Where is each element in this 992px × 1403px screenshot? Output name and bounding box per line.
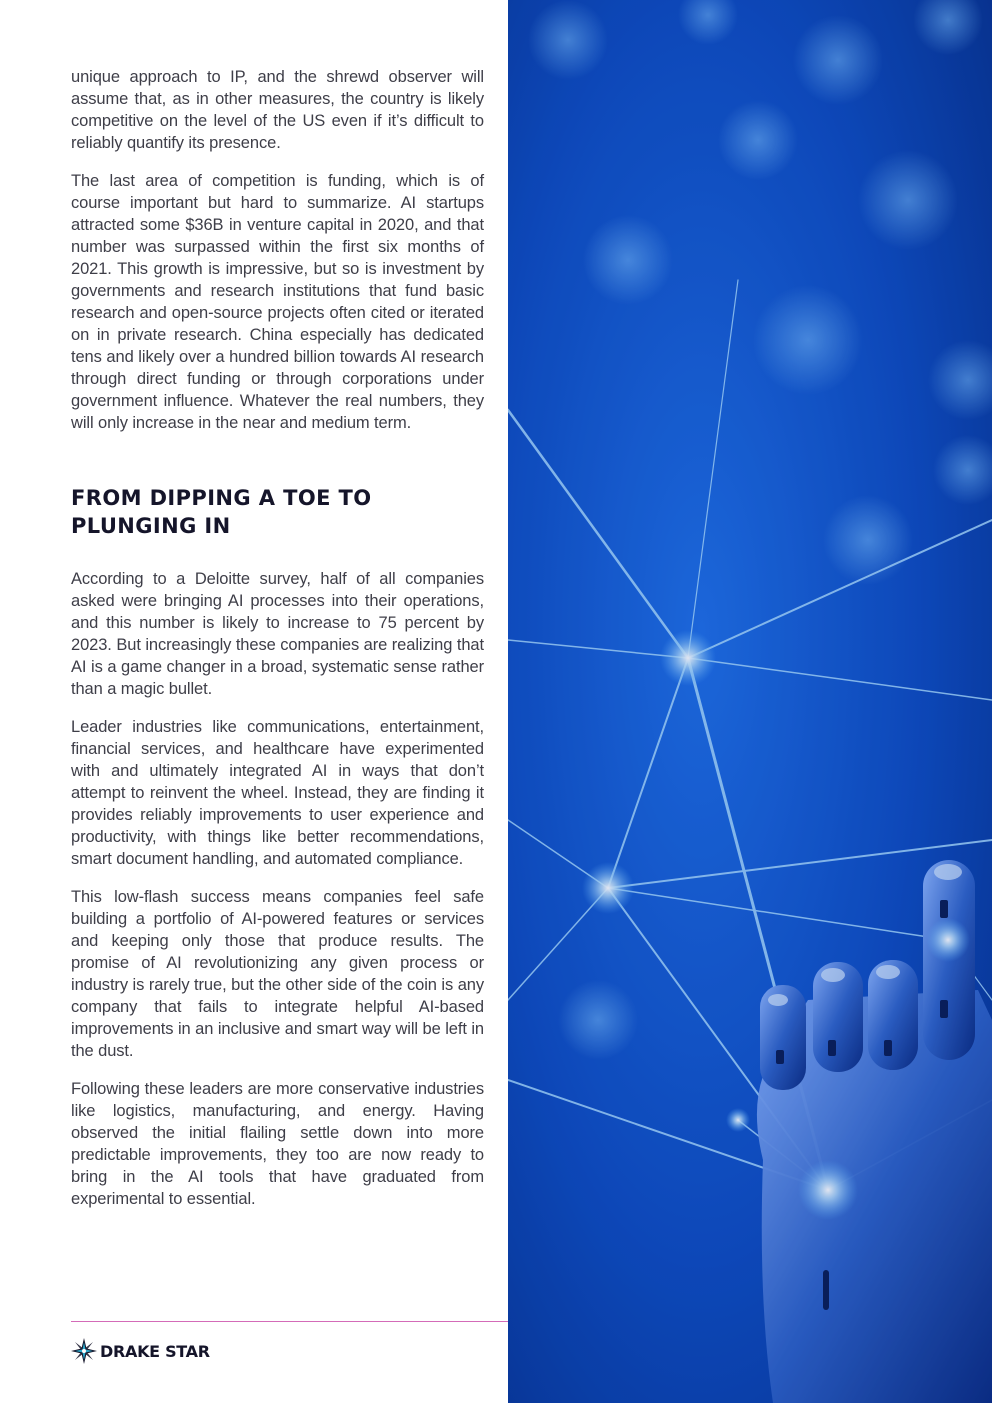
robot-hand-network-image [508, 0, 992, 1403]
footer-divider [71, 1321, 508, 1322]
article-paragraph: Leader industries like communications, entertainment, financial services, and healthcare have experimented with and ultimately integrated AI in ways that don’t attempt to reinvent the wheel. Instead, they are finding it provides reliably improvements to user experience and productivity, with things like better recommendations, smart document handling, and automated compliance. [71, 718, 484, 868]
article-paragraph: This low-flash success means companies feel safe building a portfolio of AI-powered features or services and keeping only those that produce results. The promise of AI revolutionizing any given process or industry is rarely true, but the other side of the coin is any company that fails to integrate helpful AI-based improvements in an inclusive and smart way will be left in the dust. [71, 888, 484, 1060]
section-heading: FROM DIPPING A TOE TO PLUNGING IN [71, 486, 372, 538]
logo-wordmark: DRAKE STAR [100, 1341, 210, 1361]
star-icon [71, 1338, 97, 1364]
article-paragraph: Following these leaders are more conservative industries like logistics, manufacturing, and energy. Having observed the initial flailing settle down into more predictable improvements, they too are now ready to bring in the AI tools that have graduated from experimental to essential. [71, 1080, 484, 1208]
article-paragraph: The last area of competition is funding, which is of course important but hard to summarize. AI startups attracted some $36B in venture capital in 2020, and that number was surpassed within the first six months of 2021. This growth is impressive, but so is investment by governments and research institutions that fund basic research and open-source projects often cited or iterated on in private research. China especially has dedicated tens and likely over a hundred billion towards AI research through direct funding or through corporations under government influence. Whatever the real numbers, they will only increase in the near and medium term. [71, 172, 484, 432]
article-paragraph: unique approach to IP, and the shrewd observer will assume that, as in other measures, the country is likely competitive on the level of the US even if it’s difficult to reliably quantify its presence. [71, 68, 484, 152]
article-paragraph: According to a Deloitte survey, half of all companies asked were bringing AI processes into their operations, and this number is likely to increase to 75 percent by 2023. But increasingly these companies are realizing that AI is a game changer in a broad, systematic sense rather than a magic bullet. [71, 570, 484, 698]
article-body [71, 66, 484, 1226]
drake-star-logo [71, 1337, 210, 1365]
